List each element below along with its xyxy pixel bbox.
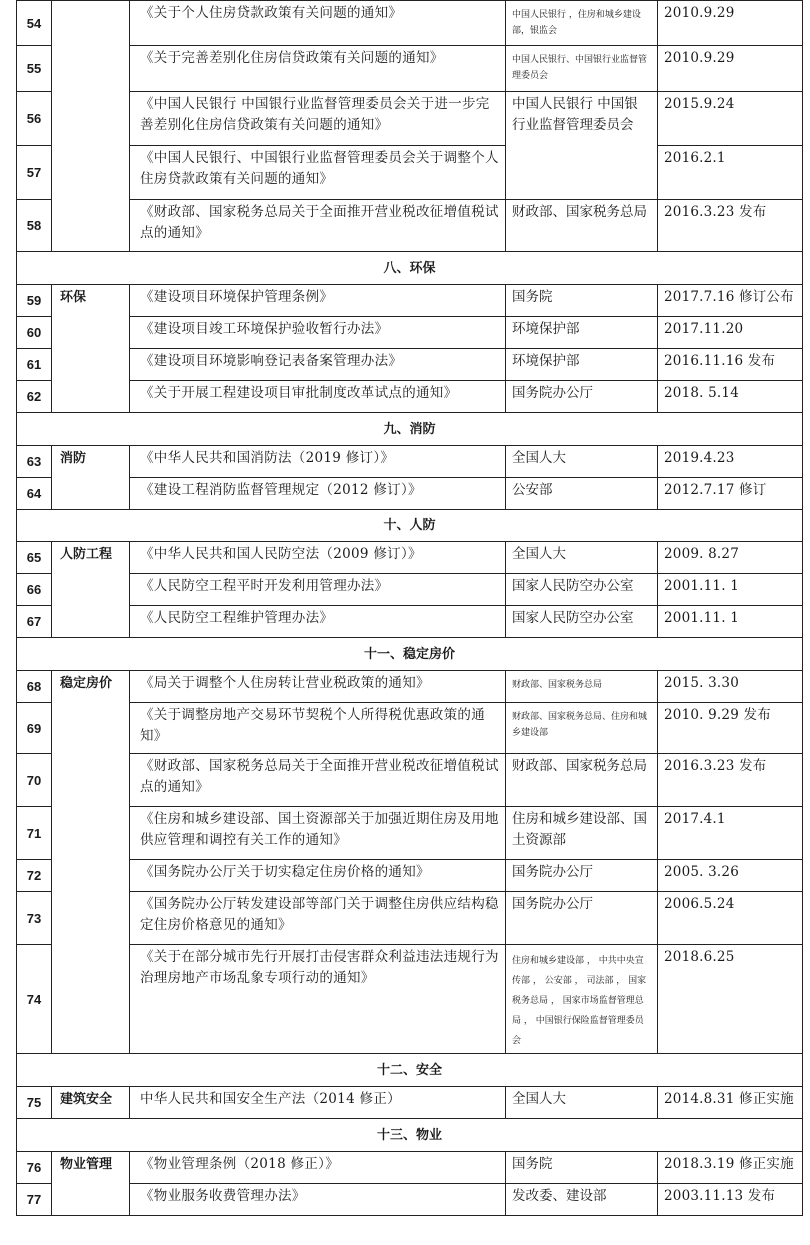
date: 2016.11.16 发布 <box>658 349 803 381</box>
row-number: 55 <box>17 46 52 92</box>
section-header <box>17 413 803 446</box>
row-number: 54 <box>17 1 52 46</box>
category-cell <box>52 1 130 252</box>
document-page <box>16 0 802 1245</box>
issuer: 全国人大 <box>506 542 658 574</box>
issuer: 住房和城乡建设部、国土资源部 <box>506 807 658 860</box>
section-title: 十、人防 <box>17 510 803 542</box>
issuer: 全国人大 <box>506 1087 658 1119</box>
row-number: 62 <box>17 381 52 413</box>
date: 2010. 9.29 发布 <box>658 703 803 754</box>
regulation-name: 《局关于调整个人住房转让营业税政策的通知》 <box>130 671 506 703</box>
category-cell: 稳定房价 <box>52 671 130 1054</box>
row-number: 61 <box>17 349 52 381</box>
issuer: 财政部、国家税务总局 <box>506 754 658 807</box>
category-cell: 建筑安全 <box>52 1087 130 1119</box>
issuer: 国家人民防空办公室 <box>506 606 658 638</box>
section-title: 十一、稳定房价 <box>17 638 803 671</box>
regulation-name: 《建设工程消防监督管理规定（2012 修订）》 <box>130 478 506 510</box>
row-number: 70 <box>17 754 52 807</box>
section-title: 十二、安全 <box>17 1054 803 1087</box>
issuer: 国务院 <box>506 1152 658 1184</box>
table-row <box>17 146 803 200</box>
row-number: 68 <box>17 671 52 703</box>
date: 2001.11. 1 <box>658 574 803 606</box>
date: 2005. 3.26 <box>658 860 803 892</box>
date: 2015.9.24 <box>658 92 803 146</box>
category-cell: 消防 <box>52 446 130 510</box>
issuer: 环境保护部 <box>506 349 658 381</box>
regulation-name: 《关于完善差别化住房信贷政策有关问题的通知》 <box>130 46 506 92</box>
date: 2016.2.1 <box>658 146 803 200</box>
regulation-name: 《人民防空工程维护管理办法》 <box>130 606 506 638</box>
section-header <box>17 638 803 671</box>
category-cell: 人防工程 <box>52 542 130 638</box>
issuer: 财政部、国家税务总局、住房和城乡建设部 <box>506 703 658 754</box>
table-row <box>17 671 803 703</box>
section-title: 九、消防 <box>17 413 803 446</box>
row-number: 69 <box>17 703 52 754</box>
date: 2014.8.31 修正实施 <box>658 1087 803 1119</box>
date: 2010.9.29 <box>658 46 803 92</box>
row-number: 59 <box>17 285 52 317</box>
regulation-name: 《中华人民共和国消防法（2019 修订）》 <box>130 446 506 478</box>
issuer: 全国人大 <box>506 446 658 478</box>
section-title: 十三、物业 <box>17 1119 803 1152</box>
row-number: 76 <box>17 1152 52 1184</box>
date: 2018.6.25 <box>658 945 803 1054</box>
issuer: 发改委、建设部 <box>506 1184 658 1216</box>
date: 2016.3.23 发布 <box>658 200 803 252</box>
table-row <box>17 92 803 146</box>
section-header <box>17 252 803 285</box>
issuer: 财政部、国家税务总局 <box>506 200 658 252</box>
regulation-name: 《物业服务收费管理办法》 <box>130 1184 506 1216</box>
date: 2012.7.17 修订 <box>658 478 803 510</box>
regulation-name: 中华人民共和国安全生产法（2014 修正） <box>130 1087 506 1119</box>
table-row <box>17 285 803 317</box>
table-row <box>17 807 803 860</box>
regulation-name: 《物业管理条例（2018 修正）》 <box>130 1152 506 1184</box>
date: 2010.9.29 <box>658 1 803 46</box>
regulation-name: 《中国人民银行 中国银行业监督管理委员会关于进一步完善差别化住房信贷政策有关问题的通知》 <box>130 92 506 146</box>
date: 2001.11. 1 <box>658 606 803 638</box>
table-row <box>17 478 803 510</box>
issuer: 国务院办公厅 <box>506 892 658 945</box>
category-cell: 环保 <box>52 285 130 413</box>
table-row <box>17 892 803 945</box>
regulation-name: 《建设项目环境影响登记表备案管理办法》 <box>130 349 506 381</box>
regulation-name: 《关于在部分城市先行开展打击侵害群众利益违法违规行为治理房地产市场乱象专项行动的通知》 <box>130 945 506 1054</box>
date: 2017.7.16 修订公布 <box>658 285 803 317</box>
table-row <box>17 574 803 606</box>
regulation-name: 《关于调整房地产交易环节契税个人所得税优惠政策的通知》 <box>130 703 506 754</box>
regulation-name: 《财政部、国家税务总局关于全面推开营业税改征增值税试点的通知》 <box>130 200 506 252</box>
regulation-name: 《住房和城乡建设部、国土资源部关于加强近期住房及用地供应管理和调控有关工作的通知》 <box>130 807 506 860</box>
issuer: 中国人民银行 中国银行业监督管理委员会 <box>506 92 658 200</box>
date: 2017.11.20 <box>658 317 803 349</box>
section-header <box>17 1119 803 1152</box>
table-row <box>17 1 803 46</box>
regulation-name: 《关于个人住房贷款政策有关问题的通知》 <box>130 1 506 46</box>
table-row <box>17 703 803 754</box>
issuer: 中国人民银行、中国银行业监督管理委员会 <box>506 46 658 92</box>
table-row <box>17 606 803 638</box>
row-number: 66 <box>17 574 52 606</box>
section-title: 八、环保 <box>17 252 803 285</box>
table-row <box>17 381 803 413</box>
row-number: 65 <box>17 542 52 574</box>
section-header <box>17 1054 803 1087</box>
row-number: 63 <box>17 446 52 478</box>
row-number: 56 <box>17 92 52 146</box>
table-row <box>17 349 803 381</box>
regulation-name: 《建设项目竣工环境保护验收暂行办法》 <box>130 317 506 349</box>
date: 2016.3.23 发布 <box>658 754 803 807</box>
regulation-name: 《建设项目环境保护管理条例》 <box>130 285 506 317</box>
table-row <box>17 46 803 92</box>
row-number: 67 <box>17 606 52 638</box>
issuer: 国务院办公厅 <box>506 381 658 413</box>
table-row <box>17 945 803 1054</box>
regulations-table <box>16 0 803 1216</box>
row-number: 60 <box>17 317 52 349</box>
category-cell: 物业管理 <box>52 1152 130 1216</box>
regulation-name: 《中华人民共和国人民防空法（2009 修订）》 <box>130 542 506 574</box>
row-number: 74 <box>17 945 52 1054</box>
row-number: 64 <box>17 478 52 510</box>
regulation-name: 《人民防空工程平时开发利用管理办法》 <box>130 574 506 606</box>
table-row <box>17 200 803 252</box>
table-row <box>17 542 803 574</box>
row-number: 72 <box>17 860 52 892</box>
regulation-name: 《中国人民银行、中国银行业监督管理委员会关于调整个人住房贷款政策有关问题的通知》 <box>130 146 506 200</box>
issuer: 国务院办公厅 <box>506 860 658 892</box>
table-row <box>17 1087 803 1119</box>
table-row <box>17 1152 803 1184</box>
issuer: 国务院 <box>506 285 658 317</box>
table-row <box>17 317 803 349</box>
issuer: 中国人民银行 ，住房和城乡建设部，银监会 <box>506 1 658 46</box>
issuer: 国家人民防空办公室 <box>506 574 658 606</box>
row-number: 77 <box>17 1184 52 1216</box>
row-number: 57 <box>17 146 52 200</box>
date: 2009. 8.27 <box>658 542 803 574</box>
date: 2003.11.13 发布 <box>658 1184 803 1216</box>
date: 2019.4.23 <box>658 446 803 478</box>
issuer: 住房和城乡建设部 ， 中共中央宣传部 ， 公安部 ， 司法部 ， 国家税务总局 ， 国家市场监督管理总局 ， 中国银行保险监督管理委员会 <box>506 945 658 1054</box>
table-row <box>17 1184 803 1216</box>
issuer: 公安部 <box>506 478 658 510</box>
regulation-name: 《国务院办公厅关于切实稳定住房价格的通知》 <box>130 860 506 892</box>
regulation-name: 《关于开展工程建设项目审批制度改革试点的通知》 <box>130 381 506 413</box>
row-number: 58 <box>17 200 52 252</box>
date: 2006.5.24 <box>658 892 803 945</box>
row-number: 73 <box>17 892 52 945</box>
issuer: 环境保护部 <box>506 317 658 349</box>
regulation-name: 《国务院办公厅转发建设部等部门关于调整住房供应结构稳定住房价格意见的通知》 <box>130 892 506 945</box>
table-row <box>17 754 803 807</box>
row-number: 75 <box>17 1087 52 1119</box>
date: 2017.4.1 <box>658 807 803 860</box>
date: 2018.3.19 修正实施 <box>658 1152 803 1184</box>
date: 2018. 5.14 <box>658 381 803 413</box>
regulation-name: 《财政部、国家税务总局关于全面推开营业税改征增值税试点的通知》 <box>130 754 506 807</box>
date: 2015. 3.30 <box>658 671 803 703</box>
row-number: 71 <box>17 807 52 860</box>
table-row <box>17 860 803 892</box>
section-header <box>17 510 803 542</box>
issuer: 财政部、国家税务总局 <box>506 671 658 703</box>
table-row <box>17 446 803 478</box>
